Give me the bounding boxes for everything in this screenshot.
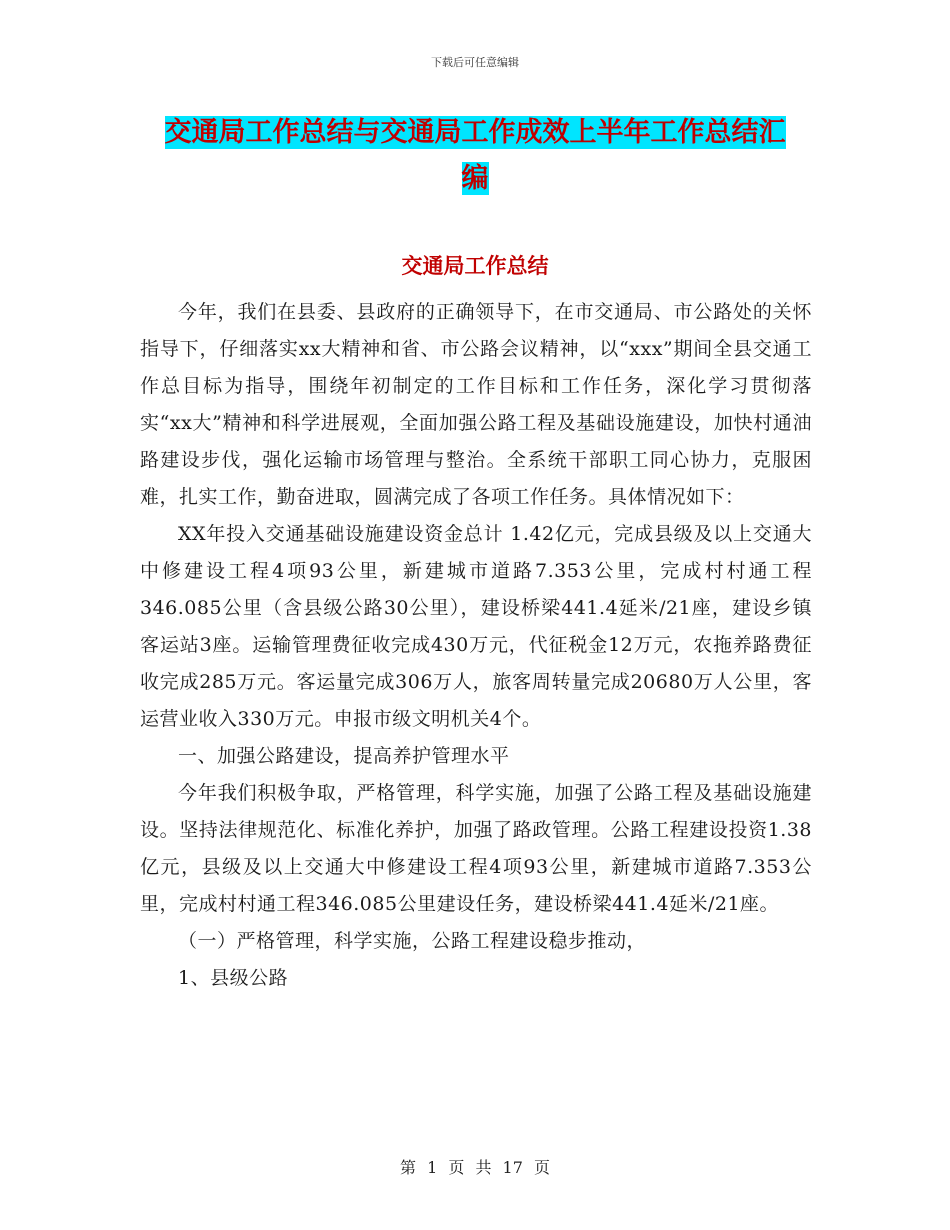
heading-subsection-1: （一）严格管理，科学实施，公路工程建设稳步推动， <box>178 930 647 952</box>
title-line-1: 交通局工作总结与交通局工作成效上半年工作总结汇 <box>164 117 786 148</box>
paragraph-intro: 今年，我们在县委、县政府的正确领导下，在市交通局、市公路处的关怀指导下，仔细落实xx大精神和省、市公路会议精神，以“xxx”期间全县交通工作总目标为指导，围绕年初制定的工作目标和工作任务，深化学习贯彻落实“xx大”精神和科学进展观，全面加强公路工程及基础设施建设，加快村通油路建设步伐，强化运输市场管理与整治。全系统干部职工同心协力，克服困难，扎实工作，勤奋进取，圆满完成了各项工作任务。具体情况如下： <box>140 301 812 508</box>
document-title <box>140 110 810 202</box>
heading-item-1: 1、县级公路 <box>178 967 289 989</box>
paragraph-summary: XX年投入交通基础设施建设资金总计 1.42亿元，完成县级及以上交通大中修建设工程4项93公里，新建城市道路7.353公里，完成村村通工程346.085公里（含县级公路30公里），建设桥梁441.4延米/21座，建设乡镇客运站3座。运输管理费征收完成430万元，代征税金12万元，农拖养路费征收完成285万元。客运量完成306万人，旅客周转量完成20680万人公里，客运营业收入330万元。申报市级文明机关4个。 <box>140 523 812 730</box>
page-footer: 第 1 页 共 17 页 <box>400 1158 550 1177</box>
page-header-note: 下载后可任意编辑 <box>431 56 519 69</box>
document-body <box>140 294 812 997</box>
title-line-2: 编 <box>461 163 489 194</box>
section-subtitle: 交通局工作总结 <box>401 254 549 278</box>
heading-section-1: 一、加强公路建设，提高养护管理水平 <box>178 745 510 767</box>
paragraph-section-1: 今年我们积极争取，严格管理，科学实施，加强了公路工程及基础设施建设。坚持法律规范化、标准化养护，加强了路政管理。公路工程建设投资1.38亿元，县级及以上交通大中修建设工程4项93公里，新建城市道路7.353公里，完成村村通工程346.085公里建设任务，建设桥梁441.4延米/21座。 <box>140 782 812 915</box>
